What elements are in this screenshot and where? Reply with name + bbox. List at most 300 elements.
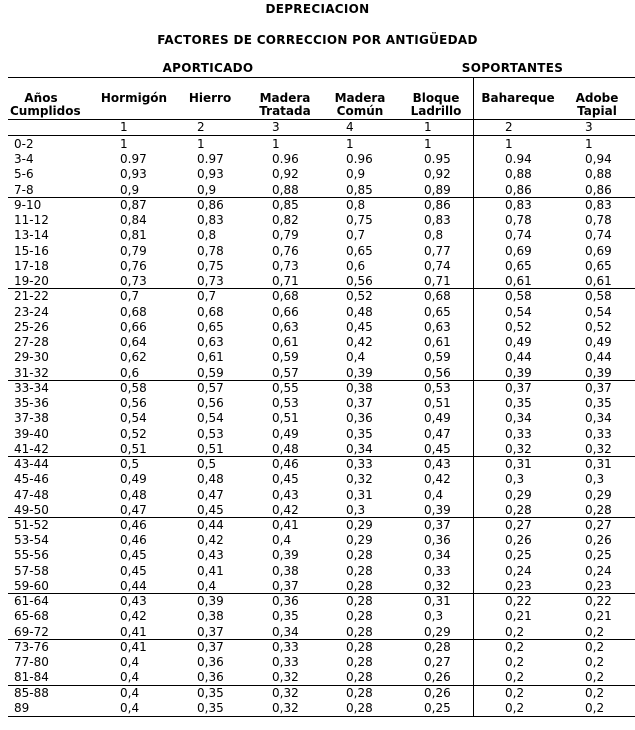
table-cell: 0,32 [346,472,373,486]
table-row [0,640,635,654]
table-cell: 0,4 [197,579,217,593]
table-cell: 0,56 [424,366,451,380]
table-cell: 0,28 [346,594,373,608]
table-cell: 0,7 [120,289,140,303]
table-cell: 0.94 [505,152,532,166]
table-cell: 0,65 [197,320,224,334]
table-cell: 0,28 [346,579,373,593]
table-cell: 0,36 [424,533,451,547]
table-cell: 0,78 [505,213,532,227]
table-cell: 0,2 [585,655,605,669]
table-cell: 0,8 [346,198,366,212]
row-age-range: 7-8 [14,183,34,197]
table-cell: 0,8 [197,228,217,242]
table-cell: 0,44 [120,579,147,593]
row-age-range: 77-80 [14,655,49,669]
table-cell: 0,21 [585,609,612,623]
table-cell: 0,39 [272,548,299,562]
row-age-range: 85-88 [14,686,49,700]
table-cell: 0,88 [272,183,299,197]
row-age-range: 0-2 [14,137,34,151]
table-cell: 0,34 [424,548,451,562]
table-cell: 0,6 [120,366,140,380]
table-cell: 0,52 [585,320,612,334]
table-cell: 0,42 [346,335,373,349]
table-cell: 0,42 [197,533,224,547]
table-cell: 0,37 [197,625,224,639]
table-cell: 0,75 [346,213,373,227]
table-cell: 0,45 [120,548,147,562]
table-cell: 0,79 [120,244,147,258]
table-cell: 0,48 [197,472,224,486]
table-cell: 0,33 [346,457,373,471]
table-cell: 0,86 [197,198,224,212]
table-cell: 0,69 [505,244,532,258]
row-age-range: 19-20 [14,274,49,288]
table-cell: 0,45 [346,320,373,334]
table-cell: 0,3 [585,472,605,486]
table-cell: 0,35 [272,609,299,623]
table-row [0,427,635,441]
table-cell: 1 [197,137,205,151]
column-header [250,92,320,118]
column-header [326,92,394,118]
table-cell: 0,2 [505,640,525,654]
table-cell: 0,29 [505,488,532,502]
table-cell: 0,7 [197,289,217,303]
table-row [0,350,635,364]
row-age-range: 47-48 [14,488,49,502]
table-cell: 0,73 [197,274,224,288]
row-age-range: 33-34 [14,381,49,395]
table-cell: 0,35 [346,427,373,441]
column-number: 2 [505,120,513,134]
table-cell: 0,48 [346,305,373,319]
table-cell: 0,58 [585,289,612,303]
table-cell: 0,39 [197,594,224,608]
table-cell: 0,93 [197,167,224,181]
table-cell: 0,45 [272,472,299,486]
table-cell: 0,36 [272,594,299,608]
table-cell: 0,33 [272,640,299,654]
group-divider-line [8,77,635,78]
table-row [0,411,635,425]
table-cell: 0,83 [424,213,451,227]
table-cell: 0,3 [505,472,525,486]
table-row [0,609,635,623]
table-row [0,488,635,502]
table-cell: 0.96 [272,152,299,166]
table-bottom-line [8,716,635,717]
table-cell: 0,24 [585,564,612,578]
row-age-range: 23-24 [14,305,49,319]
table-cell: 0,28 [346,701,373,715]
table-cell: 0,65 [424,305,451,319]
table-cell: 0,32 [272,670,299,684]
table-cell: 0,64 [120,335,147,349]
table-cell: 0,38 [346,381,373,395]
table-cell: 0,28 [424,640,451,654]
table-cell: 0,28 [346,655,373,669]
table-cell: 0,59 [197,366,224,380]
table-cell: 0,51 [272,411,299,425]
table-cell: 0,33 [505,427,532,441]
table-cell: 0,65 [346,244,373,258]
table-cell: 0,28 [346,609,373,623]
table-cell: 0,53 [197,427,224,441]
table-cell: 0,43 [424,457,451,471]
table-cell: 0,41 [272,518,299,532]
table-row [0,670,635,684]
table-cell: 0,54 [505,305,532,319]
table-cell: 0,21 [505,609,532,623]
table-row [0,457,635,471]
table-cell: 1 [505,137,513,151]
table-cell: 0,35 [197,701,224,715]
table-cell: 0,46 [272,457,299,471]
table-cell: 0,5 [120,457,140,471]
table-cell: 0,39 [346,366,373,380]
table-cell: 0,4 [120,670,140,684]
table-cell: 1 [585,137,593,151]
row-age-range: 53-54 [14,533,49,547]
table-row [0,579,635,593]
table-cell: 0,46 [120,518,147,532]
table-row [0,274,635,288]
table-cell: 0,92 [424,167,451,181]
row-age-range: 9-10 [14,198,42,212]
row-age-range: 57-58 [14,564,49,578]
row-age-range: 41-42 [14,442,49,456]
table-cell: 0,37 [505,381,532,395]
table-cell: 0,59 [424,350,451,364]
table-cell: 0,85 [272,198,299,212]
table-cell: 0,68 [272,289,299,303]
table-cell: 0,2 [585,625,605,639]
table-cell: 0,24 [505,564,532,578]
table-cell: 0,2 [585,686,605,700]
table-cell: 0,37 [346,396,373,410]
table-cell: 0,54 [585,305,612,319]
table-cell: 0,34 [346,442,373,456]
table-cell: 0,56 [346,274,373,288]
table-cell: 0,69 [585,244,612,258]
row-age-range: 15-16 [14,244,49,258]
table-cell: 0,63 [197,335,224,349]
table-cell: 0,32 [505,442,532,456]
table-cell: 0,22 [585,594,612,608]
table-cell: 0,2 [505,670,525,684]
table-cell: 0,41 [120,640,147,654]
table-cell: 0,32 [272,701,299,715]
table-cell: 0,86 [585,183,612,197]
group-header-aporticado: APORTICADO [162,61,254,75]
table-cell: 0,77 [424,244,451,258]
table-cell: 0,58 [505,289,532,303]
table-cell: 0,49 [585,335,612,349]
table-cell: 0,55 [272,381,299,395]
table-row [0,152,635,166]
table-cell: 0,25 [585,548,612,562]
row-age-range: 61-64 [14,594,49,608]
table-cell: 0,34 [272,625,299,639]
table-row [0,305,635,319]
table-cell: 0,35 [197,686,224,700]
table-cell: 0,71 [272,274,299,288]
table-cell: 0,54 [120,411,147,425]
table-cell: 1 [346,137,354,151]
table-cell: 0,78 [585,213,612,227]
table-cell: 0,29 [585,488,612,502]
table-row [0,137,635,151]
table-cell: 0,75 [197,259,224,273]
column-number: 4 [346,120,354,134]
column-header-line: Años [24,91,58,105]
table-cell: 0,36 [197,655,224,669]
column-header [180,92,240,105]
row-age-range: 73-76 [14,640,49,654]
table-cell: 0,48 [272,442,299,456]
table-cell: 0,73 [272,259,299,273]
table-row [0,396,635,410]
column-header-line: Madera [259,91,311,105]
table-cell: 0,3 [346,503,366,517]
table-row [0,320,635,334]
table-cell: 0,85 [346,183,373,197]
table-cell: 0,34 [505,411,532,425]
table-cell: 0,28 [585,503,612,517]
column-number: 3 [585,120,593,134]
table-cell: 0,86 [424,198,451,212]
table-cell: 0,9 [197,183,217,197]
row-age-range: 35-36 [14,396,49,410]
table-row [0,183,635,197]
table-cell: 0,29 [424,625,451,639]
column-header [96,92,172,105]
table-cell: 0,62 [120,350,147,364]
table-row [0,518,635,532]
table-row [0,244,635,258]
column-header-line: Tratada [259,104,311,118]
column-header-line: Madera [334,91,386,105]
table-cell: 0,74 [585,228,612,242]
table-cell: 0,31 [346,488,373,502]
numbers-divider-line [8,135,635,136]
table-row [0,564,635,578]
table-cell: 0,36 [346,411,373,425]
table-cell: 0,33 [585,427,612,441]
row-age-range: 27-28 [14,335,49,349]
table-cell: 0,53 [424,381,451,395]
table-row [0,167,635,181]
table-cell: 0,2 [505,701,525,715]
table-row [0,381,635,395]
column-header [562,92,632,118]
table-cell: 0,42 [120,609,147,623]
column-header-line: Cumplidos [10,104,81,118]
table-cell: 0,43 [272,488,299,502]
table-row [0,548,635,562]
table-row [0,198,635,212]
table-cell: 0,32 [585,442,612,456]
column-header-line: Hierro [188,91,232,105]
table-row [0,213,635,227]
page-subtitle: FACTORES DE CORRECCION POR ANTIGÜEDAD [157,33,478,47]
table-row [0,701,635,715]
row-age-range: 21-22 [14,289,49,303]
table-cell: 0,42 [272,503,299,517]
table-cell: 0,29 [346,533,373,547]
table-cell: 0,5 [197,457,217,471]
row-age-range: 43-44 [14,457,49,471]
column-header-line: Tapial [577,104,617,118]
table-row [0,259,635,273]
table-cell: 0,36 [197,670,224,684]
column-header [478,92,558,105]
row-age-range: 49-50 [14,503,49,517]
column-number: 3 [272,120,280,134]
table-cell: 0,31 [424,594,451,608]
column-header-line: Hormigón [100,91,168,105]
table-cell: 0,2 [505,625,525,639]
table-cell: 0,89 [424,183,451,197]
table-cell: 0,68 [424,289,451,303]
table-cell: 0,28 [346,548,373,562]
table-cell: 0,74 [424,259,451,273]
table-cell: 0,47 [120,503,147,517]
table-cell: 0,83 [505,198,532,212]
table-cell: 0,45 [197,503,224,517]
row-age-range: 69-72 [14,625,49,639]
table-cell: 0,47 [197,488,224,502]
table-cell: 0,43 [120,594,147,608]
table-row [0,228,635,242]
table-cell: 0,44 [585,350,612,364]
table-cell: 0,2 [585,640,605,654]
table-row [0,472,635,486]
table-cell: 0,78 [197,244,224,258]
table-cell: 0,35 [585,396,612,410]
table-cell: 0,54 [197,411,224,425]
row-age-range: 39-40 [14,427,49,441]
table-cell: 0,76 [120,259,147,273]
table-cell: 0,52 [505,320,532,334]
table-cell: 0,3 [424,609,444,623]
table-cell: 0,83 [585,198,612,212]
row-age-range: 81-84 [14,670,49,684]
table-cell: 0.97 [120,152,147,166]
table-cell: 0,26 [505,533,532,547]
row-age-range: 13-14 [14,228,49,242]
table-cell: 0,79 [272,228,299,242]
table-cell: 0,33 [272,655,299,669]
table-cell: 0,37 [197,640,224,654]
table-cell: 0,94 [585,152,612,166]
table-cell: 0,63 [272,320,299,334]
table-cell: 0,23 [505,579,532,593]
table-cell: 0,28 [346,640,373,654]
table-cell: 0,73 [120,274,147,288]
table-cell: 0,61 [585,274,612,288]
table-cell: 0,93 [120,167,147,181]
column-header-line: Bloque [412,91,460,105]
table-cell: 0,28 [346,686,373,700]
table-row [0,366,635,380]
table-cell: 0,57 [272,366,299,380]
table-cell: 0,47 [424,427,451,441]
table-cell: 0,86 [505,183,532,197]
table-cell: 0,61 [424,335,451,349]
table-cell: 0,32 [424,579,451,593]
table-cell: 0,44 [505,350,532,364]
table-cell: 0,71 [424,274,451,288]
row-age-range: 17-18 [14,259,49,273]
table-cell: 0,37 [272,579,299,593]
table-cell: 0,88 [505,167,532,181]
table-cell: 0,8 [424,228,444,242]
table-cell: 0,45 [424,442,451,456]
row-age-range: 11-12 [14,213,49,227]
table-cell: 0,25 [424,701,451,715]
row-age-range: 55-56 [14,548,49,562]
table-cell: 0,4 [120,655,140,669]
column-header-line: Común [336,104,384,118]
table-cell: 0.95 [424,152,451,166]
row-age-range: 59-60 [14,579,49,593]
row-age-range: 3-4 [14,152,34,166]
table-cell: 0,27 [424,655,451,669]
table-cell: 0.97 [197,152,224,166]
table-cell: 0,37 [585,381,612,395]
table-cell: 0,26 [424,686,451,700]
row-age-range: 51-52 [14,518,49,532]
group-header-soportantes: SOPORTANTES [461,61,564,75]
table-cell: 0,45 [120,564,147,578]
column-header [400,92,472,118]
table-cell: 0,39 [424,503,451,517]
column-number: 1 [424,120,432,134]
table-cell: 0,49 [120,472,147,486]
table-cell: 0,92 [272,167,299,181]
table-cell: 0,66 [120,320,147,334]
table-cell: 1 [272,137,280,151]
table-cell: 0,4 [120,701,140,715]
table-cell: 0,68 [197,305,224,319]
table-cell: 0,49 [272,427,299,441]
table-cell: 0,83 [197,213,224,227]
row-age-range: 5-6 [14,167,34,181]
table-cell: 0,33 [424,564,451,578]
table-cell: 0,82 [272,213,299,227]
row-age-range: 89 [14,701,30,715]
table-cell: 0,88 [585,167,612,181]
table-cell: 0,61 [272,335,299,349]
table-cell: 0,52 [346,289,373,303]
table-cell: 0,56 [197,396,224,410]
table-cell: 0,87 [120,198,147,212]
row-age-range: 45-46 [14,472,49,486]
table-cell: 0,34 [585,411,612,425]
table-row [0,686,635,700]
page-title: DEPRECIACION [265,2,370,16]
table-cell: 0,66 [272,305,299,319]
table-cell: 0,51 [120,442,147,456]
table-cell: 0,4 [424,488,444,502]
table-cell: 0,52 [120,427,147,441]
table-cell: 0,28 [346,670,373,684]
table-cell: 0,44 [197,518,224,532]
table-cell: 0,32 [272,686,299,700]
